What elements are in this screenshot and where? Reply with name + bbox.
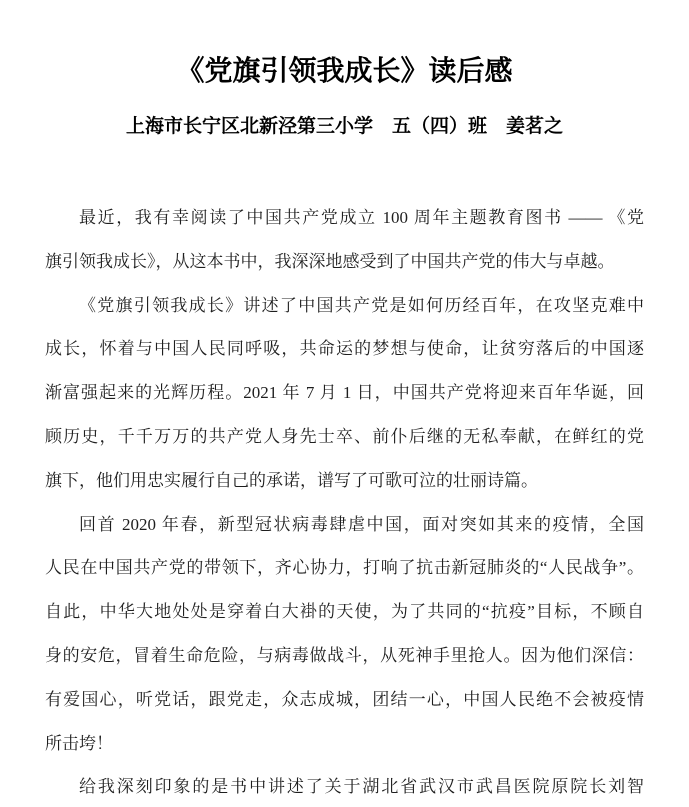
text-line: 旗引领我成长》，从这本书中，我深深地感受到了中国共产党的伟大与卓越。: [45, 251, 615, 271]
text-line: 渐富强起来的光辉历程。2021 年 7 月 1 日，中国共产党将迎来百年华诞，回: [45, 383, 644, 403]
text-line: 所击垮！: [45, 733, 113, 753]
text-line: 人民在中国共产党的带领下，齐心协力，打响了抗击新冠肺炎的“人民战争”。: [45, 558, 644, 578]
text-line: 最近，我有幸阅读了中国共产党成立 100 周年主题教育图书 —— 《党: [79, 208, 644, 227]
text-line: 回首 2020 年春，新型冠状病毒肆虐中国，面对突如其来的疫情，全国: [79, 514, 644, 534]
text-line: 成长，怀着与中国人民同呼吸，共命运的梦想与使命，让贫穷落后的中国逐: [45, 339, 644, 359]
text-line: 给我深刻印象的是书中讲述了关于湖北省武汉市武昌医院原院长刘智: [79, 777, 644, 797]
document-page: [0, 54, 689, 807]
text-line: 有爱国心，听党话，跟党走，众志成城，团结一心，中国人民绝不会被疫情: [45, 689, 644, 709]
text-line: 旗下，他们用忠实履行自己的承诺，谱写了可歌可泣的壮丽诗篇。: [45, 470, 538, 490]
text-line: 《党旗引领我成长》讲述了中国共产党是如何历经百年，在攻坚克难中: [79, 295, 644, 315]
document-title: 《党旗引领我成长》读后感: [176, 55, 513, 86]
text-line: 顾历史，千千万万的共产党人身先士卒、前仆后继的无私奉献，在鲜红的党: [45, 426, 644, 446]
text-line: 自此，中华大地处处是穿着白大褂的天使，为了共同的“抗疫”目标，不顾自: [45, 602, 644, 622]
document-byline: 上海市长宁区北新泾第三小学 五（四）班 姜茗之: [125, 116, 563, 137]
text-line: 身的安危，冒着生命危险，与病毒做战斗，从死神手里抢人。因为他们深信：: [45, 645, 644, 665]
document-body: [45, 196, 644, 807]
